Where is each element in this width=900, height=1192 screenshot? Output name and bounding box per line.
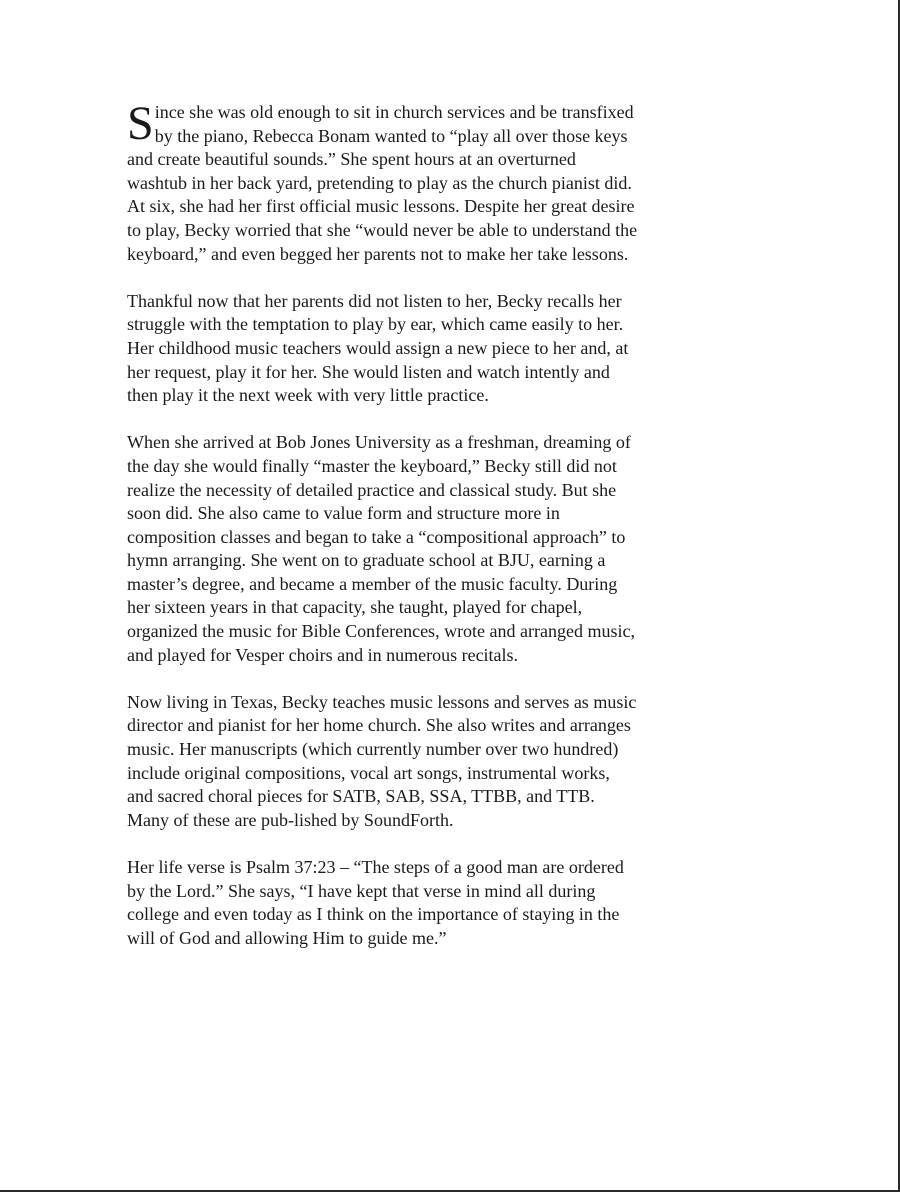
paragraph-university: [127, 431, 639, 667]
drop-cap-letter: S: [127, 97, 154, 150]
paragraph-texas: [127, 691, 639, 833]
paragraph-text: ince she was old enough to sit in church services and be transfixed by the piano, Rebecca Bonam wanted to “play all over those keys and create beautiful sounds.” She spent hours at an overturned washtub in her back yard, pretending to play as the church pianist did. At six, she had her first official music lessons. Despite her great desire to play, Becky worried that she “would never be able to understand the keyboard,” and even begged her parents not to make her take lessons.: [127, 102, 638, 264]
paragraph-text: Thankful now that her parents did not listen to her, Becky recalls her struggle with the temptation to play by ear, which came easily to her. Her childhood music teachers would assign a new piece to her and, at her request, play it for her. She would listen and watch intently and then play it the next week with very little practice.: [127, 290, 629, 406]
paragraph-text: When she arrived at Bob Jones University as a freshman, dreaming of the day she would finally “master the keyboard,” Becky still did not realize the necessity of detailed practice and classical study. But she soon did. She also came to value form and structure more in composition classes and began to take a “compositional approach” to hymn arranging. She went on to graduate school at BJU, earning a master’s degree, and became a member of the music faculty. During her sixteen years in that capacity, she taught, played for chapel, organized the music for Bible Conferences, wrote and arranged music, and played for Vesper choirs and in numerous recitals.: [127, 432, 635, 665]
paragraph-intro: [127, 97, 639, 266]
paragraph-play-by-ear: [127, 290, 639, 408]
paragraph-life-verse: [127, 856, 639, 950]
paragraph-text: Her life verse is Psalm 37:23 – “The steps of a good man are ordered by the Lord.” She says, “I have kept that verse in mind all during college and even today as I think on the importance of staying in the will of God and allowing Him to guide me.”: [127, 857, 624, 948]
paragraph-text: Now living in Texas, Becky teaches music lessons and serves as music director and pianist for her home church. She also writes and arranges music. Her manuscripts (which currently number over two hundred) include original compositions, vocal art songs, instrumental works, and sacred choral pieces for SATB, SAB, SSA, TTBB, and TTB. Many of these are pub-lished by SoundForth.: [127, 691, 637, 830]
body-text: [127, 97, 639, 950]
